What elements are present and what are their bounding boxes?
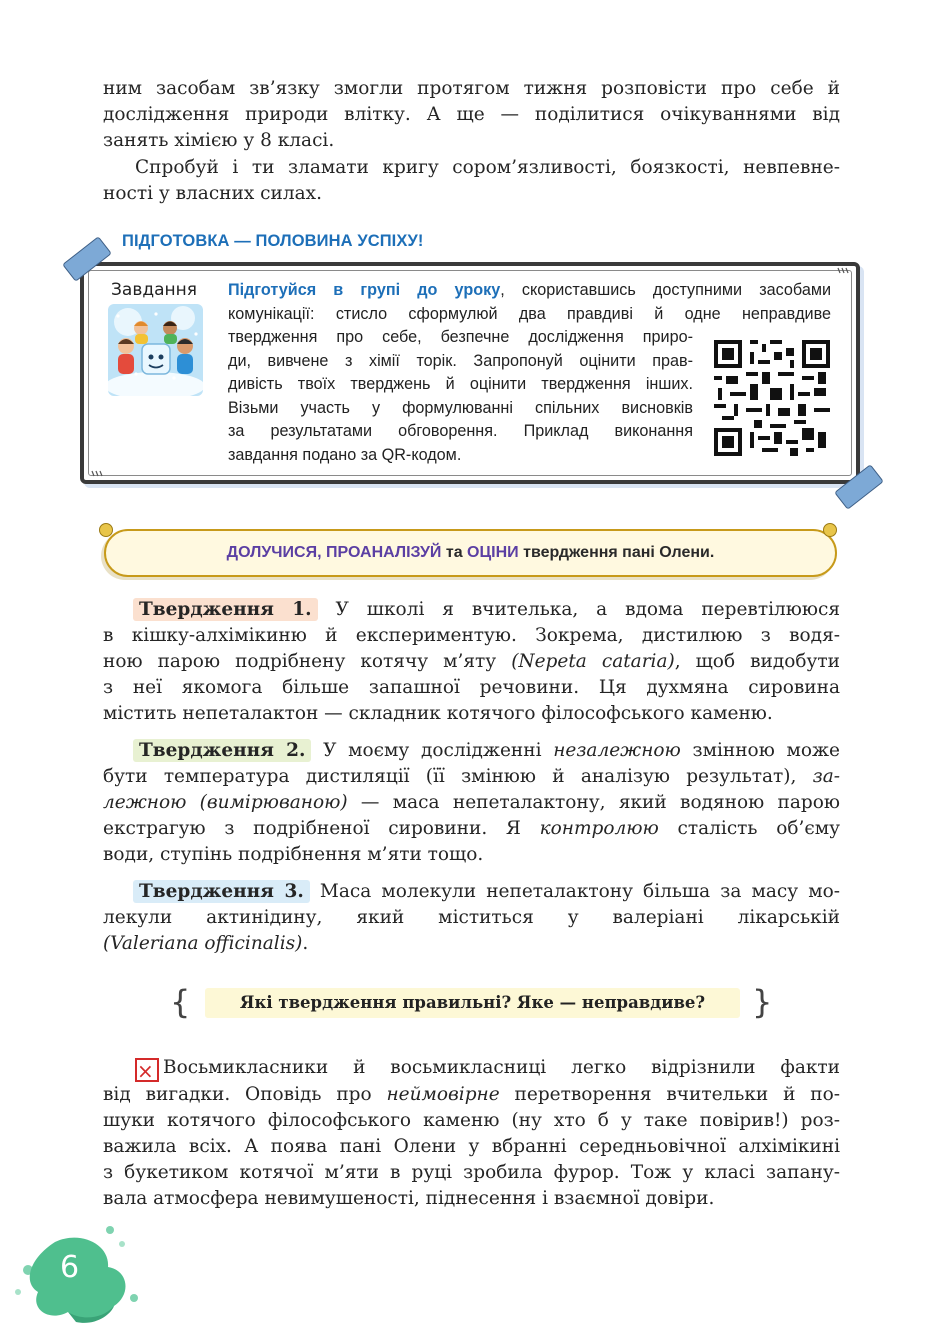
statement-line: бути температура дистиляції (її змінюю й аналізую результат), [103, 766, 797, 787]
statement-italic: лежною (вимірюваною) [103, 792, 348, 813]
task-line: за результатами обговорення. Приклад виконання [228, 422, 693, 440]
statement-label: Твердження 3. [133, 880, 310, 903]
page-badge-icon [10, 1222, 150, 1332]
kids-illustration-icon [108, 304, 203, 396]
statement-line: Маса молекули непеталактону більша за масу мо- [319, 881, 840, 902]
statement-line: сталість об’єму [677, 818, 840, 839]
banner-word: ДОЛУЧИСЯ, [226, 544, 322, 561]
statement-line: У школі я вчителька, а вдома перевтілююся [335, 599, 840, 620]
intro-line: занять хімією у 8 класі. [103, 130, 335, 151]
statement-label: Твердження 2. [133, 739, 311, 762]
banner-text [104, 529, 837, 577]
banner-word: твердження пані Олени. [523, 544, 715, 561]
task-line: ди, вивчене з хімії торік. Запропонуй оцінити прав- [228, 351, 693, 370]
statement-label: Твердження 1. [133, 598, 318, 621]
task-line: Візьми участь у формулюванні спільних висновків [228, 398, 693, 417]
statement-2 [103, 738, 840, 868]
statement-italic: за- [812, 766, 840, 787]
statement-latin: (Valeriana officinalis) [103, 933, 303, 954]
statement-1 [103, 597, 840, 727]
intro-line: Спробуй і ти зламати кригу сором’язливості, боязкості, невпевне- [135, 157, 840, 178]
banner-word: та [445, 544, 463, 561]
statement-italic: контролюю [539, 818, 659, 839]
conclusion-line: вала атмосфера невимушеності, піднесення і взаємної довіри. [103, 1188, 715, 1209]
curly-left-icon: { [170, 983, 191, 1021]
task-lead: Підготуйся в групі до уроку [228, 281, 501, 299]
task-line: комунікації: стисло сформулюй два правдиві й одне неправдиве [228, 304, 831, 323]
statement-line: , щоб видобути [674, 651, 840, 672]
statement-line: з неї якомога більше запашної речовини. Ця духмяна сировина [103, 677, 840, 698]
page-number: 6 [60, 1250, 80, 1285]
conclusion-line: шуки котячого філософського каменю (ну хто б у таке повірив!) роз- [103, 1110, 840, 1131]
conclusion-paragraph [103, 1055, 840, 1212]
statement-line: — маса непеталактону, який водяною парою [360, 792, 840, 813]
question-callout: Які твердження правильні? Яке — неправдиве? [205, 988, 740, 1018]
statement-line: в кішку-алхімікиню й експериментую. Зокрема, дистилюю з водя- [103, 625, 840, 646]
statement-line: містить непеталактон — складник котячого філософського каменю. [103, 703, 773, 724]
statement-3 [103, 879, 840, 957]
conclusion-line: від вигадки. Оповідь про [103, 1084, 372, 1105]
statement-latin: (Nepeta cataria) [511, 651, 675, 672]
conclusion-line: з букетиком котячої м’яти в руці зробила фурор. Тож у класі запану- [103, 1162, 840, 1183]
curly-right-icon: } [752, 983, 773, 1021]
task-line: , скориставшись доступними засобами [500, 281, 831, 299]
intro-line: ності у власних силах. [103, 183, 322, 204]
conclusion-line: важила всіх. А поява пані Олени у вбранні середньовічної алхімікині [103, 1136, 840, 1157]
false-mark-icon: × [135, 1058, 159, 1082]
conclusion-italic: неймовірне [386, 1084, 500, 1105]
statement-line: лекули актинідину, який міститься у валеріані лікарській [103, 907, 840, 928]
intro-line: ним засобам зв’язку змогли протягом тижня розповісти про себе й [103, 78, 840, 99]
statement-line: У моєму дослідженні [323, 740, 542, 761]
conclusion-line: перетворення вчительки й по- [514, 1084, 840, 1105]
statement-line: екстрагую з подрібненої сировини. Я [103, 818, 521, 839]
task-line: завдання подано за QR-кодом. [228, 445, 462, 464]
intro-line: дослідження природи влітку. А ще — поділитися очікуваннями від [103, 104, 840, 125]
task-label: Завдання [111, 280, 197, 300]
qr-code-icon[interactable] [714, 340, 830, 456]
statement-italic: незалежною [553, 740, 681, 761]
banner-word: ОЦІНИ [467, 544, 519, 561]
task-line: дивість твоїх тверджень й оцінити твердження інших. [228, 375, 693, 393]
task-line: твердження про себе, безпечне дослідження приро- [228, 328, 693, 346]
banner-word: ПРОАНАЛІЗУЙ [326, 544, 442, 561]
conclusion-line: Восьмикласники й восьмикласниці легко відрізнили факти [163, 1057, 840, 1078]
preparation-heading: ПІДГОТОВКА — ПОЛОВИНА УСПІХУ! [122, 232, 424, 250]
statement-line: води, ступінь подрібнення м’яти тощо. [103, 844, 484, 865]
statement-line: змінною може [692, 740, 840, 761]
statement-line: . [302, 933, 309, 954]
statement-line: ною парою подрібнену котячу м’яту [103, 651, 497, 672]
